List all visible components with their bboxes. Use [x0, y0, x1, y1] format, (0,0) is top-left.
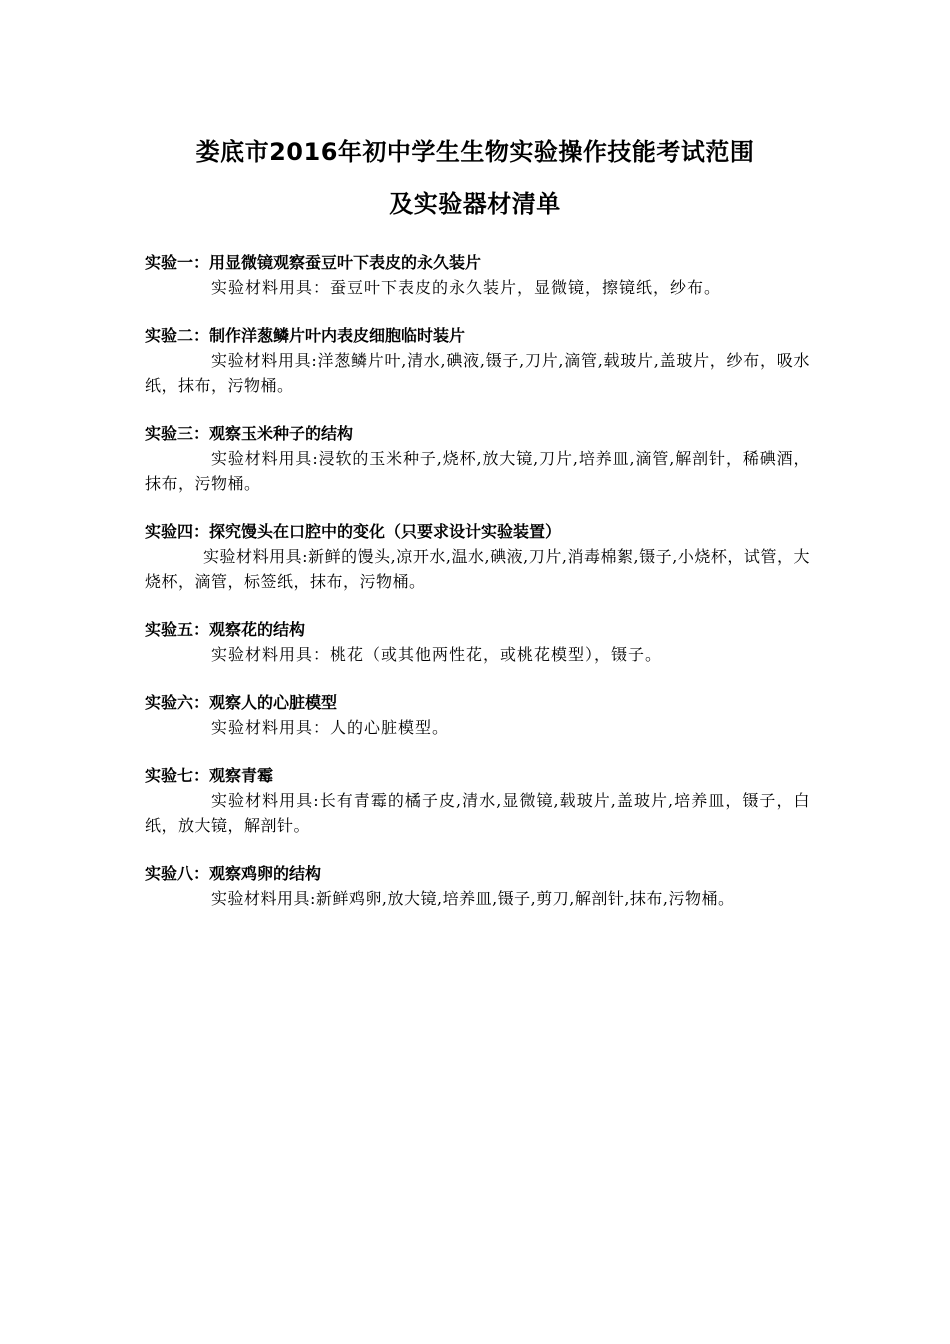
experiment-item — [145, 690, 810, 740]
experiment-item — [145, 617, 810, 667]
experiment-item — [145, 421, 810, 496]
experiment-title: 实验五：观察花的结构 — [145, 620, 306, 639]
experiment-materials: 实验材料用具:新鲜鸡卵,放大镜,培养皿,镊子,剪刀,解剖针,抹布,污物桶。 — [211, 889, 735, 908]
experiment-materials: 实验材料用具:长有青霉的橘子皮,清水,显微镜,载玻片,盖玻片,培养皿，镊子，白纸，放大镜，解剖针。 — [145, 791, 810, 835]
experiment-materials: 实验材料用具:新鲜的馒头,凉开水,温水,碘液,刀片,消毒棉絮,镊子,小烧杯，试管，大烧杯，滴管，标签纸，抹布，污物桶。 — [145, 547, 810, 591]
experiment-item — [145, 323, 810, 398]
experiment-list — [145, 250, 810, 934]
document-title-line1: 娄底市2016年初中学生生物实验操作技能考试范围 — [195, 138, 755, 166]
experiment-title: 实验二：制作洋葱鳞片叶内表皮细胞临时装片 — [145, 326, 466, 345]
experiment-materials: 实验材料用具：人的心脏模型。 — [211, 718, 450, 737]
document-title-line2: 及实验器材清单 — [389, 190, 561, 218]
experiment-materials: 实验材料用具:浸软的玉米种子,烧杯,放大镜,刀片,培养皿,滴管,解剖针，稀碘酒，抹布，污物桶。 — [145, 449, 810, 493]
experiment-title: 实验三：观察玉米种子的结构 — [145, 424, 354, 443]
experiment-materials: 实验材料用具:洋葱鳞片叶,清水,碘液,镊子,刀片,滴管,载玻片,盖玻片，纱布，吸水纸，抹布，污物桶。 — [145, 351, 810, 395]
experiment-title: 实验六：观察人的心脏模型 — [145, 693, 338, 712]
experiment-item — [145, 250, 810, 300]
experiment-item — [145, 861, 810, 911]
experiment-item — [145, 763, 810, 838]
experiment-title: 实验四：探究馒头在口腔中的变化（只要求设计实验装置） — [145, 522, 562, 541]
experiment-title: 实验一：用显微镜观察蚕豆叶下表皮的永久装片 — [145, 253, 482, 272]
experiment-item — [145, 519, 810, 594]
experiment-materials: 实验材料用具：桃花（或其他两性花，或桃花模型），镊子。 — [211, 645, 663, 664]
experiment-title: 实验八：观察鸡卵的结构 — [145, 864, 322, 883]
experiment-materials: 实验材料用具：蚕豆叶下表皮的永久装片，显微镜，擦镜纸，纱布。 — [211, 278, 722, 297]
experiment-title: 实验七：观察青霉 — [145, 766, 274, 785]
